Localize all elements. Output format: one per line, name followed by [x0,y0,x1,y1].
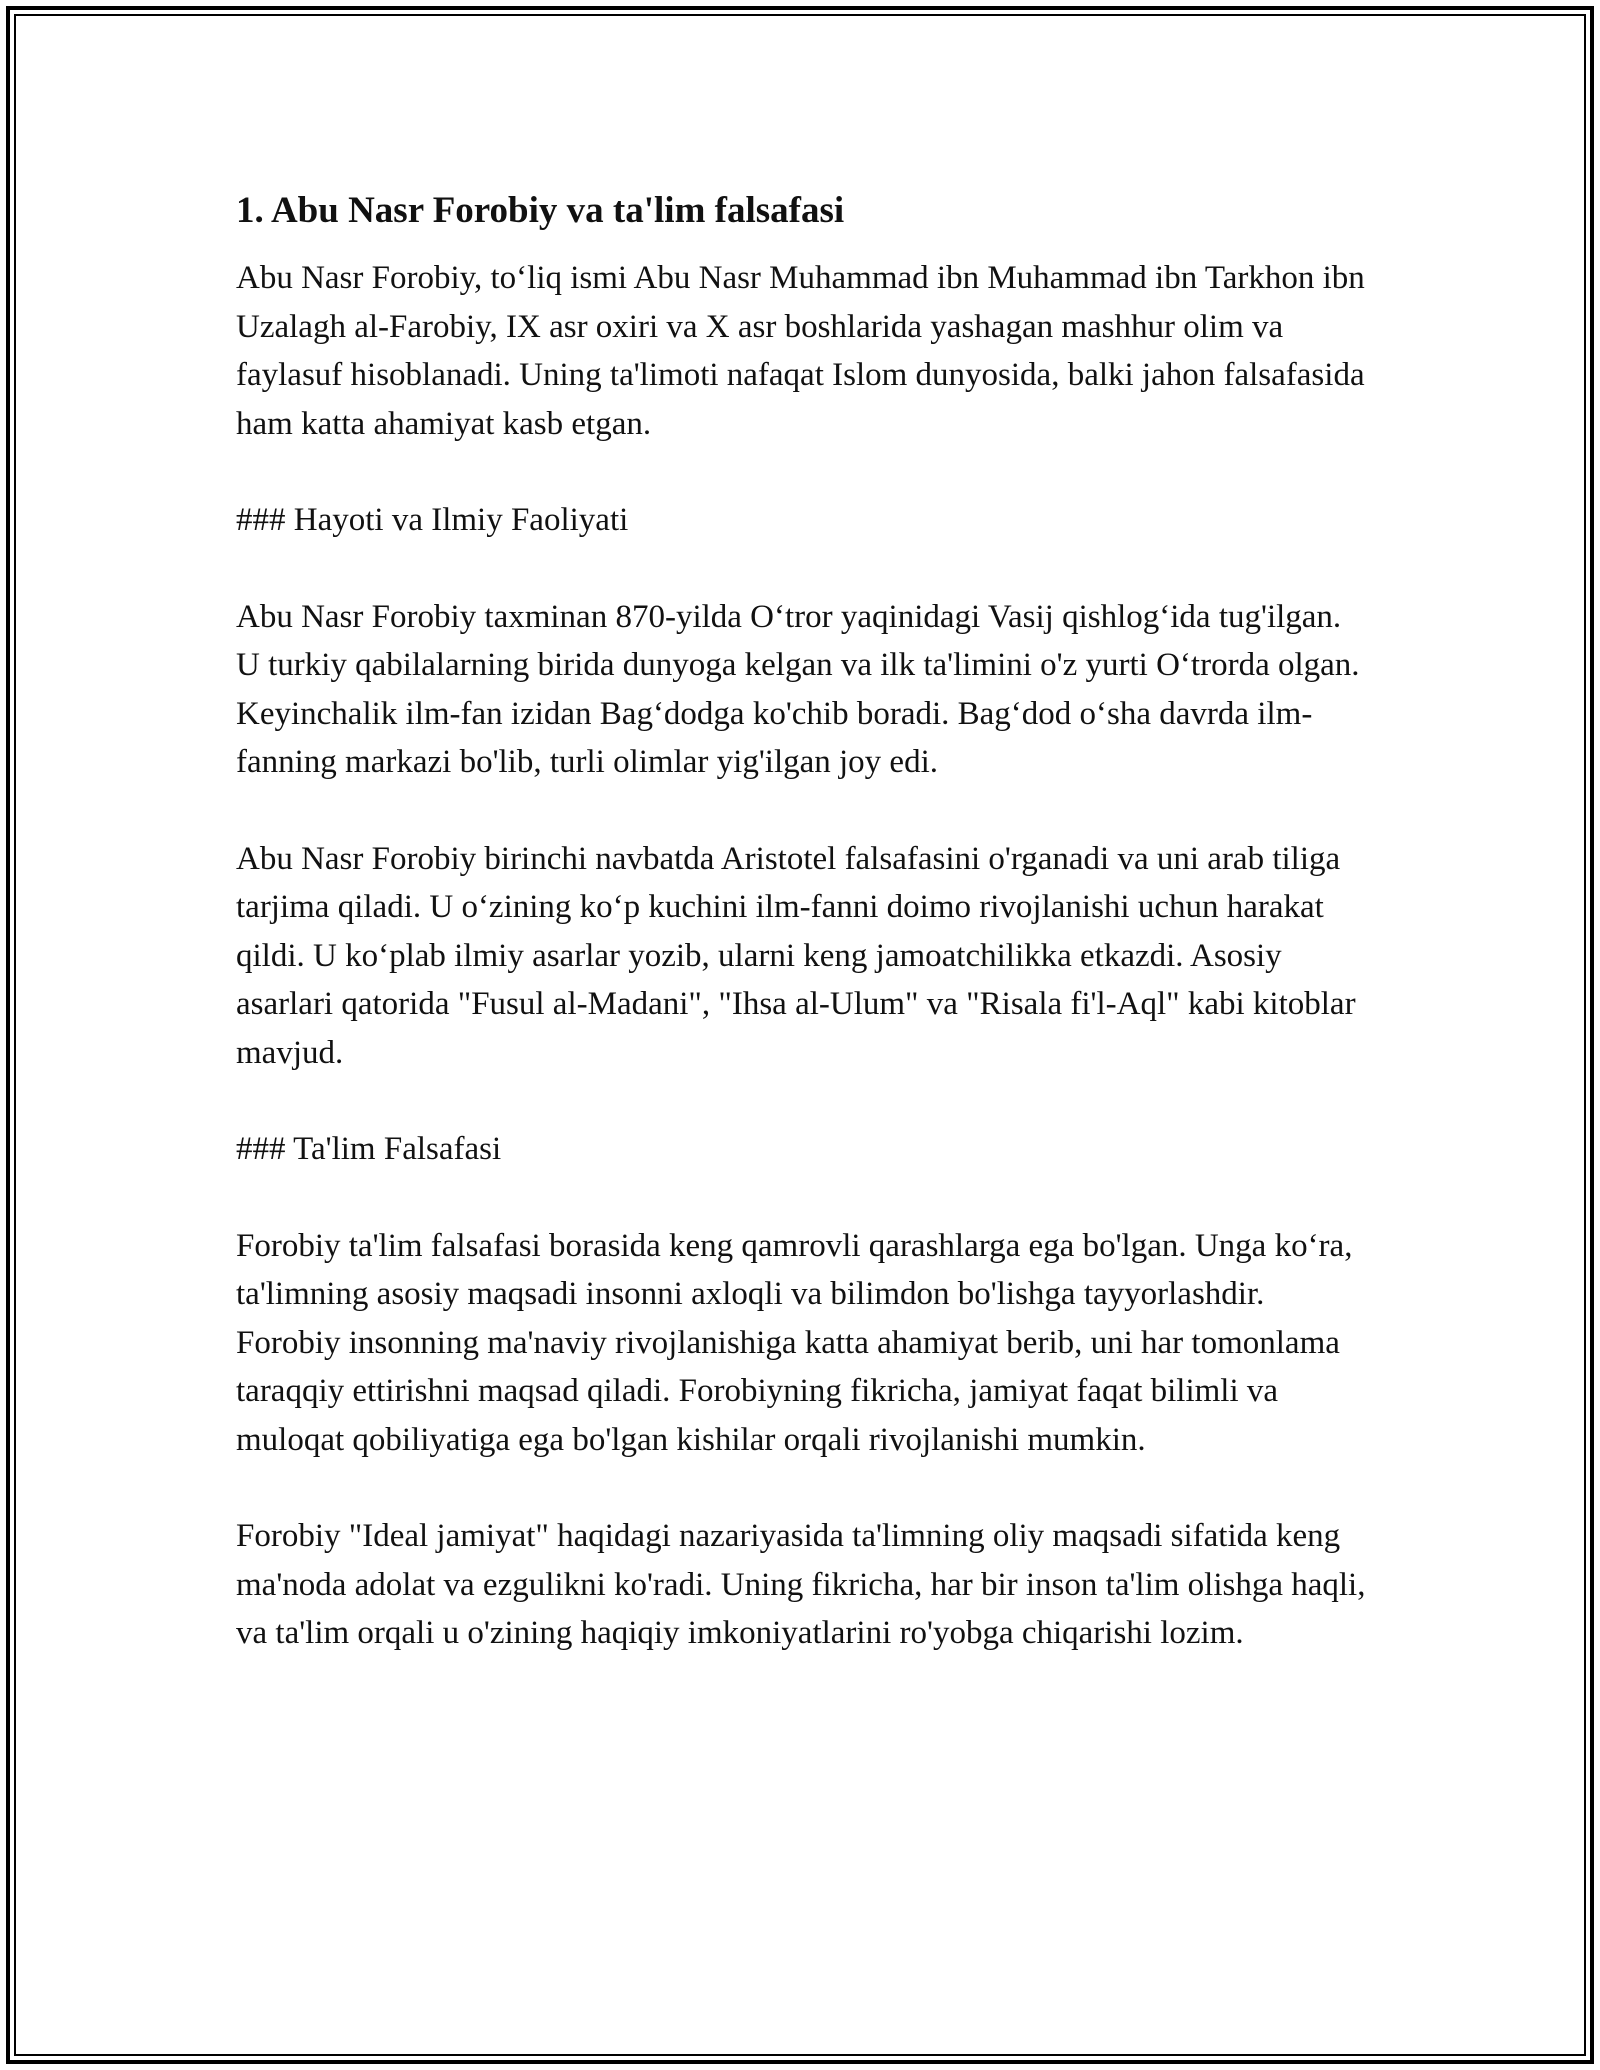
document-title: 1. Abu Nasr Forobiy va ta'lim falsafasi [236,190,845,231]
paragraph-birth: Abu Nasr Forobiy taxminan 870-yilda O‘tror yaqinidagi Vasij qishlog‘ida tug'ilgan. U turkiy qabilalarning birida dunyoga kelgan va ilk ta'limini o'z yurti O‘trorda olgan. Keyinchalik ilm-fan izidan Bag‘dodga ko'chib boradi. Bag‘dod o‘sha davrda ilm-fanning markazi bo'lib, turli olimlar yig'ilgan joy edi. [236,598,1360,780]
paragraph-intro: Abu Nasr Forobiy, to‘liq ismi Abu Nasr Muhammad ibn Muhammad ibn Tarkhon ibn Uzalagh al-Farobiy, IX asr oxiri va X asr boshlarida yashagan mashhur olim va faylasuf hisoblanadi. Uning ta'limoti nafaqat Islom dunyosida, balki jahon falsafasida ham katta ahamiyat kasb etgan. [236,260,1365,442]
paragraph-works: Abu Nasr Forobiy birinchi navbatda Aristotel falsafasini o'rganadi va uni arab tiliga tarjima qiladi. U o‘zining ko‘p kuchini ilm-fanni doimo rivojlanishi uchun harakat qildi. U ko‘plab ilmiy asarlar yozib, ularni keng jamoatchilikka etkazdi. Asosiy asarlari qatorida "Fusul al-Madani", "Ihsa al-Ulum" va "Risala fi'l-Aql" kabi kitoblar mavjud. [236,840,1356,1071]
paragraph-ideal-society: Forobiy "Ideal jamiyat" haqidagi nazariyasida ta'limning oliy maqsadi sifatida keng ma'noda adolat va ezgulikni ko'radi. Uning fikricha, har bir inson ta'lim olishga haqli, va ta'lim orqali u o'zining haqiqiy imkoniyatlarini ro'yobga chiqarishi lozim. [236,1518,1366,1651]
paragraph-education-views: Forobiy ta'lim falsafasi borasida keng qamrovli qarashlarga ega bo'lgan. Unga ko‘ra, ta'limning asosiy maqsadi insonni axloqli va bilimdon bo'lishga tayyorlashdir. Forobiy insonning ma'naviy rivojlanishiga katta ahamiyat berib, uni har tomonlama taraqqiy ettirishni maqsad qiladi. Forobiyning fikricha, jamiyat faqat bilimli va muloqat qobiliyatiga ega bo'lgan kishilar orqali rivojlanishi mumkin. [236,1227,1353,1458]
subheading-hayoti: ### Hayoti va Ilmiy Faoliyati [236,502,629,538]
subheading-talim-falsafasi: ### Ta'lim Falsafasi [236,1131,502,1167]
document-body [236,186,1366,1706]
